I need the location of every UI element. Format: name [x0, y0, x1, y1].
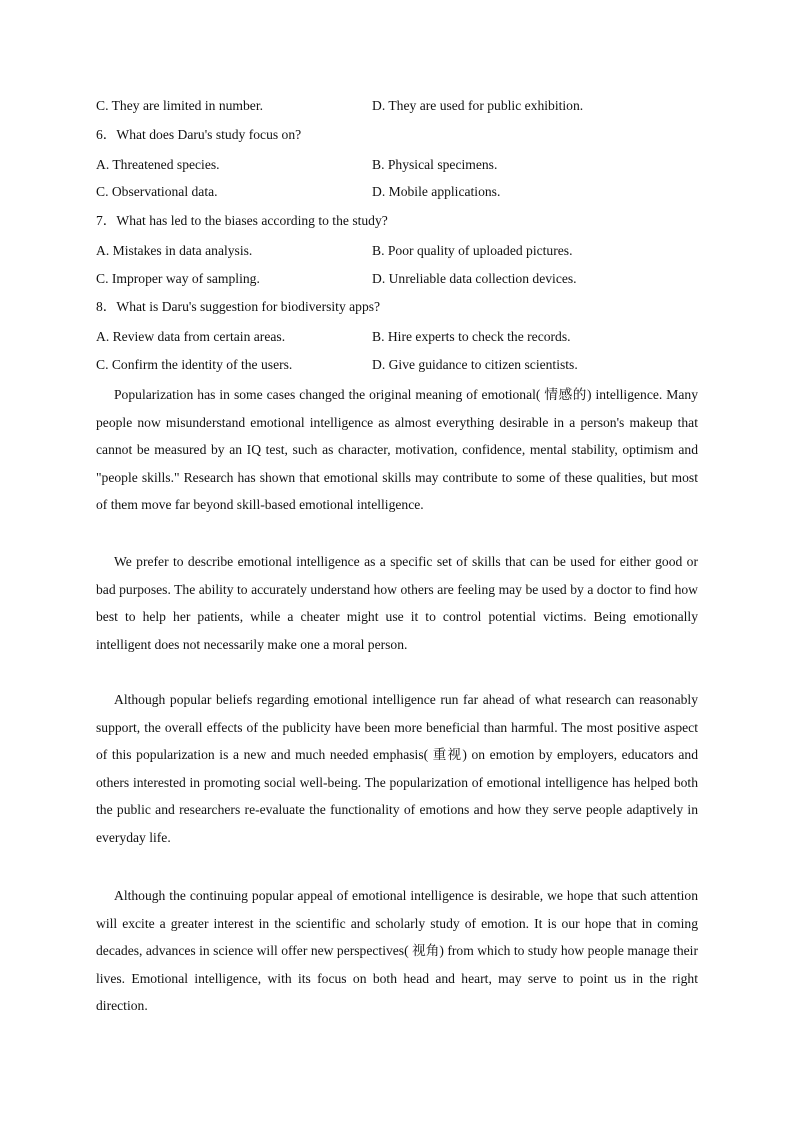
q5-option-c: C. They are limited in number. [96, 98, 263, 113]
q7-stem: 7．What has led to the biases according to the study? [96, 213, 388, 228]
passage-paragraph-1: Popularization has in some cases changed the original meaning of emotional( 情感的) intelligence. Many people now misunderstand emotional intelligence as almost everything desirable in a person's makeup that cannot be measured by an IQ test, such as character, motivation, confidence, mental stability, optimism and "people skills." Research has shown that emotional skills may contribute to some of these qualities, but most of them move far beyond skill-based emotional intelligence. [96, 387, 698, 513]
passage-paragraph-3: Although popular beliefs regarding emotional intelligence run far ahead of what research can reasonably support, the overall effects of the publicity have been more beneficial than harmful. The most positive aspect of this popularization is a new and much needed emphasis( 重视) on emotion by employers, educators and others interested in promoting social well-being. The popularization of emotional intelligence has helped both the public and researchers re-evaluate the functionality of emotions and how they serve people adaptively in everyday life. [96, 692, 698, 845]
q8-option-b: B. Hire experts to check the records. [372, 329, 571, 344]
q6-stem: 6．What does Daru's study focus on? [96, 127, 302, 142]
q6-option-d: D. Mobile applications. [372, 184, 501, 199]
q5-option-d: D. They are used for public exhibition. [372, 98, 584, 113]
q8-option-a: A. Review data from certain areas. [96, 329, 286, 344]
q8-stem: 8．What is Daru's suggestion for biodiversity apps? [96, 299, 381, 314]
q7-option-b: B. Poor quality of uploaded pictures. [372, 243, 573, 258]
q7-option-a: A. Mistakes in data analysis. [96, 243, 253, 258]
q6-option-b: B. Physical specimens. [372, 157, 498, 172]
passage-paragraph-2: We prefer to describe emotional intelligence as a specific set of skills that can be used for either good or bad purposes. The ability to accurately understand how others are feeling may be used by a doctor to find how best to help her patients, while a cheater might use it to control potential victims. Being emotionally intelligent does not necessarily make one a moral person. [96, 554, 698, 652]
q7-option-c: C. Improper way of sampling. [96, 271, 260, 286]
passage-paragraph-4: Although the continuing popular appeal of emotional intelligence is desirable, we hope that such attention will excite a greater interest in the scientific and scholarly study of emotion. It is our hope that in coming decades, advances in science will offer new perspectives( 视角) from which to study how people manage their lives. Emotional intelligence, with its focus on both head and heart, may serve to point us in the right direction. [96, 888, 698, 1014]
q6-option-a: A. Threatened species. [96, 157, 220, 172]
q8-option-d: D. Give guidance to citizen scientists. [372, 357, 578, 372]
q8-option-c: C. Confirm the identity of the users. [96, 357, 293, 372]
q6-option-c: C. Observational data. [96, 184, 218, 199]
q7-option-d: D. Unreliable data collection devices. [372, 271, 577, 286]
